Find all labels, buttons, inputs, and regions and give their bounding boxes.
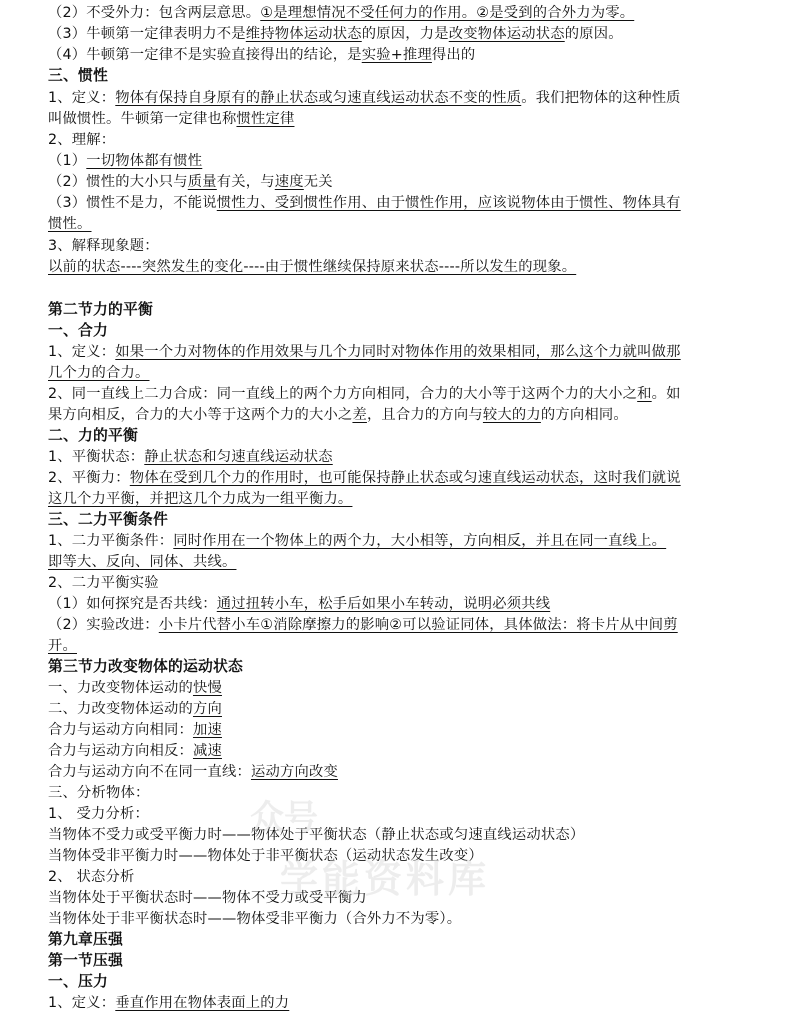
text-line: （2）不受外力：包含两层意思。①是理想情况不受任何力的作用。②是受到的合外力为零。 (48, 5, 635, 21)
section-heading: 三、二力平衡条件 (48, 511, 168, 528)
text-line: 叫做惯性。牛顿第一定律也称惯性定律 (48, 111, 295, 127)
text-line: 1、二力平衡条件：同时作用在一个物体上的两个力，大小相等，方向相反，并且在同一直线上。 (48, 533, 667, 549)
text-line: 三、分析物体： (48, 785, 150, 801)
section-heading: 二、力的平衡 (48, 427, 138, 444)
text-line: 这几个力平衡，并把这几个力成为一组平衡力。 (48, 491, 353, 507)
text-line: 当物体受非平衡力时——物体处于非平衡状态（运动状态发生改变） (48, 848, 483, 864)
text-line: 当物体不受力或受平衡力时——物体处于平衡状态（静止状态或匀速直线运动状态） (48, 827, 585, 843)
text-line: 2、同一直线上二力合成：同一直线上的两个力方向相同，合力的大小等于这两个力的大小之和。如 (48, 386, 681, 402)
text-line: （3）惯性不是力，不能说惯性力、受到惯性作用、由于惯性作用，应该说物体由于惯性、物体具有 (48, 195, 681, 211)
text-line: （4）牛顿第一定律不是实验直接得出的结论，是实验+推理得出的 (48, 47, 476, 63)
text-line: 2、 状态分析 (48, 869, 135, 885)
text-line: 当物体处于平衡状态时——物体不受力或受平衡力 (48, 890, 367, 906)
text-line: （3）牛顿第一定律表明力不是维持物体运动状态的原因，力是改变物体运动状态的原因。 (48, 26, 623, 42)
section-heading: 一、合力 (48, 322, 108, 339)
text-line: 1、定义：如果一个力对物体的作用效果与几个力同时对物体作用的效果相同，那么这个力就叫做那 (48, 344, 681, 360)
text-line: 惯性。 (48, 216, 92, 232)
section-heading: 三、惯性 (48, 67, 108, 84)
text-line: 合力与运动方向相同：加速 (48, 722, 222, 738)
text-line: 一、力改变物体运动的快慢 (48, 680, 222, 696)
section-heading: 一、压力 (48, 973, 108, 990)
text-line: （1）如何探究是否共线：通过扭转小车，松手后如果小车转动，说明必须共线 (48, 596, 551, 612)
section-title: 第二节力的平衡 (48, 301, 153, 318)
text-line: 2、平衡力：物体在受到几个力的作用时，也可能保持静止状态或匀速直线运动状态，这时我们就说 (48, 470, 681, 486)
text-line: （2）惯性的大小只与质量有关，与速度无关 (48, 174, 333, 190)
text-line: （2）实验改进：小卡片代替小车①消除摩擦力的影响②可以验证同体，具体做法：将卡片从中间剪 (48, 617, 678, 633)
text-line: 果方向相反，合力的大小等于这两个力的大小之差，且合力的方向与较大的力的方向相同。 (48, 407, 628, 423)
text-line: 1、定义：物体有保持自身原有的静止状态或匀速直线运动状态不变的性质。我们把物体的这种性质 (48, 90, 681, 106)
text-line: 合力与运动方向相反：减速 (48, 743, 222, 759)
text-line: 1、平衡状态：静止状态和匀速直线运动状态 (48, 449, 333, 465)
text-line: 二、力改变物体运动的方向 (48, 701, 222, 717)
text-line: （1）一切物体都有惯性 (48, 153, 203, 169)
text-line: 合力与运动方向不在同一直线：运动方向改变 (48, 764, 338, 780)
text-line: 即等大、反向、同体、共线。 (48, 554, 237, 570)
section-title: 第三节力改变物体的运动状态 (48, 658, 243, 675)
text-line: 几个力的合力。 (48, 365, 150, 381)
text-line: 1、 受力分析： (48, 806, 150, 822)
section-title: 第一节压强 (48, 952, 123, 969)
watermark: 众号 学能资料库 (250, 798, 491, 901)
text-line: 3、解释现象题： (48, 238, 159, 254)
text-line: 当物体处于非平衡状态时——物体受非平衡力（合外力不为零）。 (48, 911, 462, 927)
text-line: 2、二力平衡实验 (48, 575, 159, 591)
text-line: 2、理解： (48, 132, 116, 148)
text-line: 1、定义：垂直作用在物体表面上的力 (48, 995, 290, 1011)
text-line: 开。 (48, 638, 77, 654)
text-line: 以前的状态----突然发生的变化----由于惯性继续保持原来状态----所以发生的现象。 (48, 259, 577, 275)
chapter-title: 第九章压强 (48, 931, 123, 948)
